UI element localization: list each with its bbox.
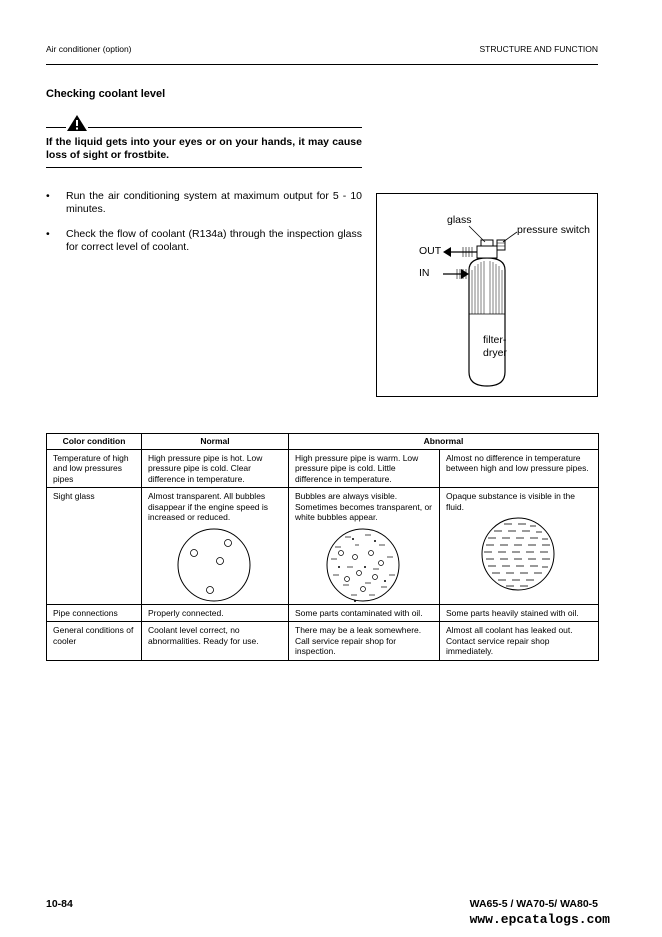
in-label: IN [419,267,430,279]
page-number: 10-84 [46,898,73,910]
header-color-condition: Color condition [47,434,142,450]
normal-cell: High pressure pipe is hot. Low pressure pipe is cold. Clear difference in temperature. [142,449,289,488]
filter-dryer-figure [376,193,598,397]
sight-glass-opaque [446,512,592,590]
abnormal-cell: High pressure pipe is warm. Low pressure pipe is cold. Little difference in temperature. [289,449,440,488]
warning-top-rule [46,127,362,128]
table-row [47,449,599,488]
abnormal-cell: Opaque substance is visible in the fluid. [440,488,599,605]
instruction-list [46,190,362,266]
pressure-switch-label: pressure switch [517,224,590,236]
header-normal: Normal [142,434,289,450]
header-chapter-name: STRUCTURE AND FUNCTION [479,44,598,54]
normal-cell: Coolant level correct, no abnormalities. Ready for use. [142,622,289,661]
section-title: Checking coolant level [46,88,166,100]
abnormal-cell: There may be a leak somewhere. Call service repair shop for inspection. [289,622,440,661]
warning-text: If the liquid gets into your eyes or on your hands, it may cause loss of sight or frostbite. [46,136,362,161]
warning-bottom-rule [46,167,362,168]
table-row [47,488,599,605]
condition-cell: Sight glass [47,488,142,605]
abnormal-cell: Some parts heavily stained with oil. [440,604,599,622]
model-numbers: WA65-5 / WA70-5/ WA80-5 [469,898,598,910]
bullet-symbol: • [46,228,50,240]
normal-cell: Almost transparent. All bubbles disappear if the engine speed is increased or reduced. [142,488,289,605]
condition-cell: Pipe connections [47,604,142,622]
sight-glass-clear-icon [148,523,282,609]
abnormal-cell: Bubbles are always visible. Sometimes becomes transparent, or white bubbles appear. [289,488,440,605]
condition-cell: General conditions of cooler [47,622,142,661]
sight-glass-bubbles-icon [295,523,433,609]
coolant-condition-table [46,433,599,661]
condition-cell: Temperature of high and low pressures pipes [47,449,142,488]
abnormal-cell: Some parts contaminated with oil. [289,604,440,622]
table-row [47,622,599,661]
filter-dryer-label-line2: dryer [483,347,507,359]
instruction-item: • Run the air conditioning system at maximum output for 5 - 10 minutes. [46,190,362,215]
bullet-symbol: • [46,190,50,202]
sight-glass-opaque-icon [446,512,592,598]
abnormal-cell: Almost no difference in temperature between high and low pressure pipes. [440,449,599,488]
header-abnormal: Abnormal [289,434,599,450]
header-rule [46,64,598,65]
sight-glass-bubbles [295,523,433,601]
header-section-name: Air conditioner (option) [46,44,132,54]
table-header-row [47,434,599,450]
glass-label: glass [447,214,472,226]
out-label: OUT [419,245,442,257]
watermark-text: www.epcatalogs.com [469,912,610,927]
sight-glass-normal [148,523,282,601]
warning-triangle-icon [66,114,88,132]
abnormal-cell: Almost all coolant has leaked out. Contact service repair shop immediately. [440,622,599,661]
normal-cell: Properly connected. [142,604,289,622]
instruction-item: • Check the flow of coolant (R134a) through the inspection glass for correct level of coolant. [46,228,362,253]
filter-dryer-label-line1: filter- [483,334,507,346]
